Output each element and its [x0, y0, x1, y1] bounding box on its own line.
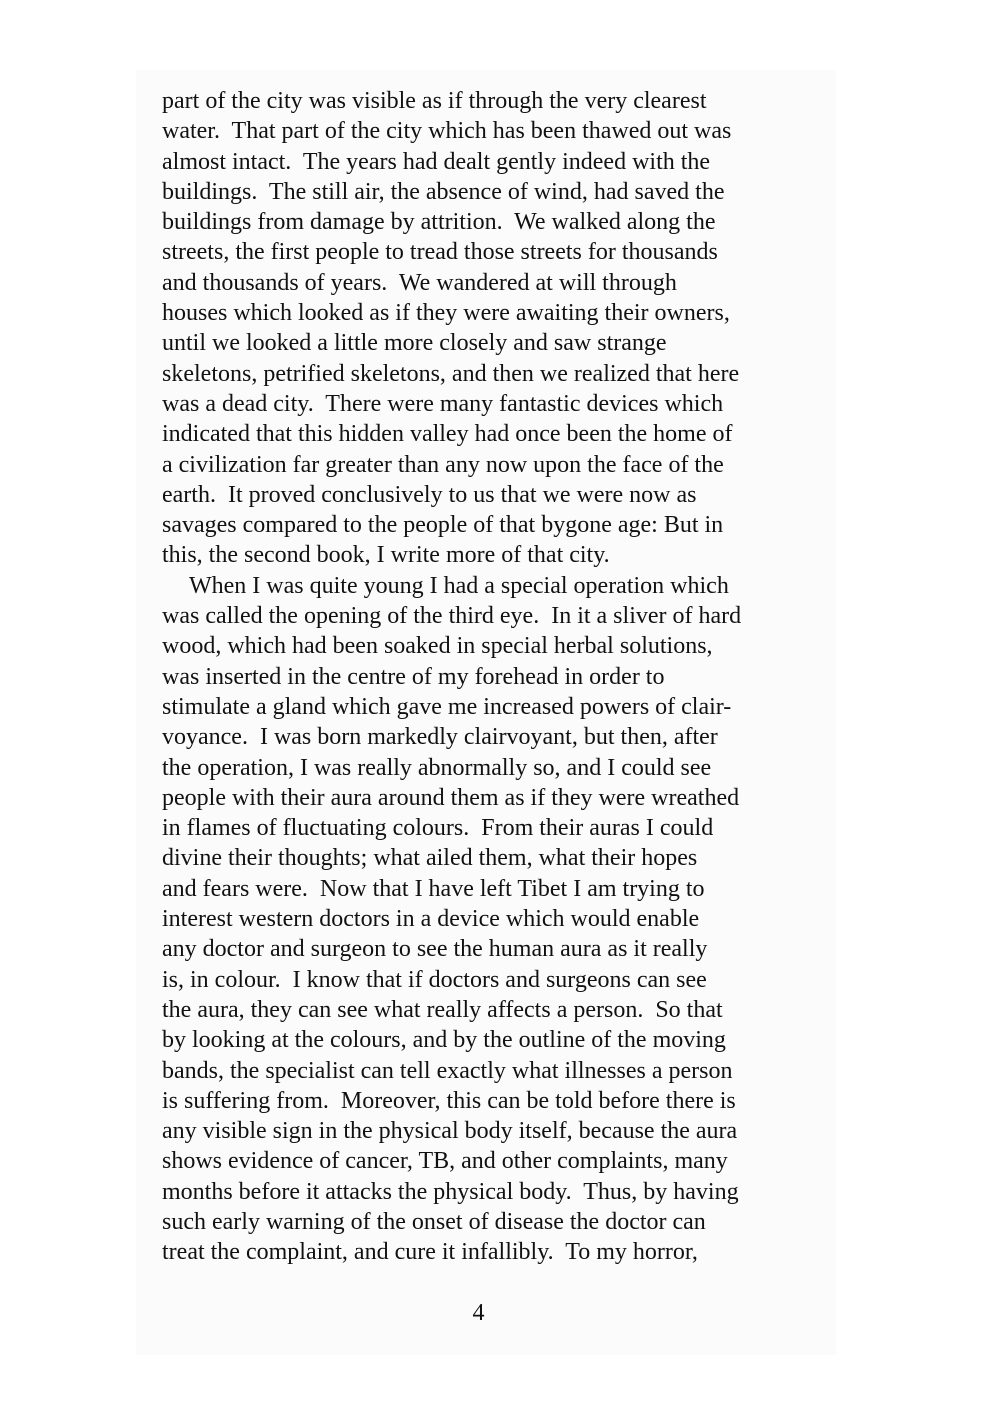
text-line: buildings from damage by attrition. We walked along the [162, 209, 716, 236]
text-line: skeletons, petrified skeletons, and then we realized that here [162, 360, 740, 387]
text-line: the operation, I was really abnormally so, and I could see [162, 754, 712, 781]
text-line: was a dead city. There were many fantastic devices which [162, 390, 724, 417]
text-line: voyance. I was born markedly clairvoyant, but then, after [162, 724, 718, 751]
text-line: part of the city was visible as if through the very clearest [162, 88, 707, 114]
text-line: any visible sign in the physical body itself, because the aura [162, 1118, 738, 1145]
text-line: this, the second book, I write more of that city. [162, 542, 610, 569]
paragraph-start-line: When I was quite young I had a special operation which [189, 572, 729, 599]
text-line: in flames of fluctuating colours. From their auras I could [162, 815, 714, 842]
text-line: months before it attacks the physical body. Thus, by having [162, 1178, 739, 1205]
text-line: by looking at the colours, and by the outline of the moving [162, 1027, 726, 1054]
text-line: is suffering from. Moreover, this can be told before there is [162, 1087, 736, 1114]
text-line: and fears were. Now that I have left Tibet I am trying to [162, 875, 705, 902]
text-line: earth. It proved conclusively to us that we were now as [162, 481, 697, 508]
text-line: people with their aura around them as if they were wreathed [162, 784, 740, 811]
text-line: water. That part of the city which has been thawed out was [162, 118, 732, 145]
text-line: bands, the specialist can tell exactly what illnesses a person [162, 1057, 733, 1084]
text-line: interest western doctors in a device which would enable [162, 906, 700, 933]
text-line: houses which looked as if they were awaiting their owners, [162, 300, 730, 327]
body-text [162, 86, 822, 1268]
text-line: a civilization far greater than any now upon the face of the [162, 451, 724, 478]
text-line: stimulate a gland which gave me increased powers of clair- [162, 693, 732, 720]
text-line: until we looked a little more closely and saw strange [162, 330, 667, 357]
text-line: such early warning of the onset of disease the doctor can [162, 1208, 706, 1235]
text-line: is, in colour. I know that if doctors and surgeons can see [162, 966, 707, 993]
text-line: any doctor and surgeon to see the human aura as it really [162, 936, 708, 963]
text-line: treat the complaint, and cure it infallibly. To my horror, [162, 1239, 698, 1266]
text-line: was called the opening of the third eye. In it a sliver of hard [162, 603, 742, 630]
page-number: 4 [472, 1300, 485, 1326]
text-line: shows evidence of cancer, TB, and other complaints, many [162, 1148, 728, 1175]
text-line: the aura, they can see what really affects a person. So that [162, 996, 723, 1023]
text-line: wood, which had been soaked in special herbal solutions, [162, 633, 713, 660]
text-line: and thousands of years. We wandered at will through [162, 269, 677, 296]
text-line: streets, the first people to tread those streets for thousands [162, 239, 718, 266]
text-line: savages compared to the people of that bygone age: But in [162, 512, 724, 539]
text-line: indicated that this hidden valley had once been the home of [162, 421, 733, 448]
text-line: buildings. The still air, the absence of wind, had saved the [162, 178, 725, 205]
text-line: divine their thoughts; what ailed them, what their hopes [162, 845, 698, 872]
text-line: almost intact. The years had dealt gently indeed with the [162, 148, 711, 175]
text-line: was inserted in the centre of my forehead in order to [162, 663, 665, 690]
